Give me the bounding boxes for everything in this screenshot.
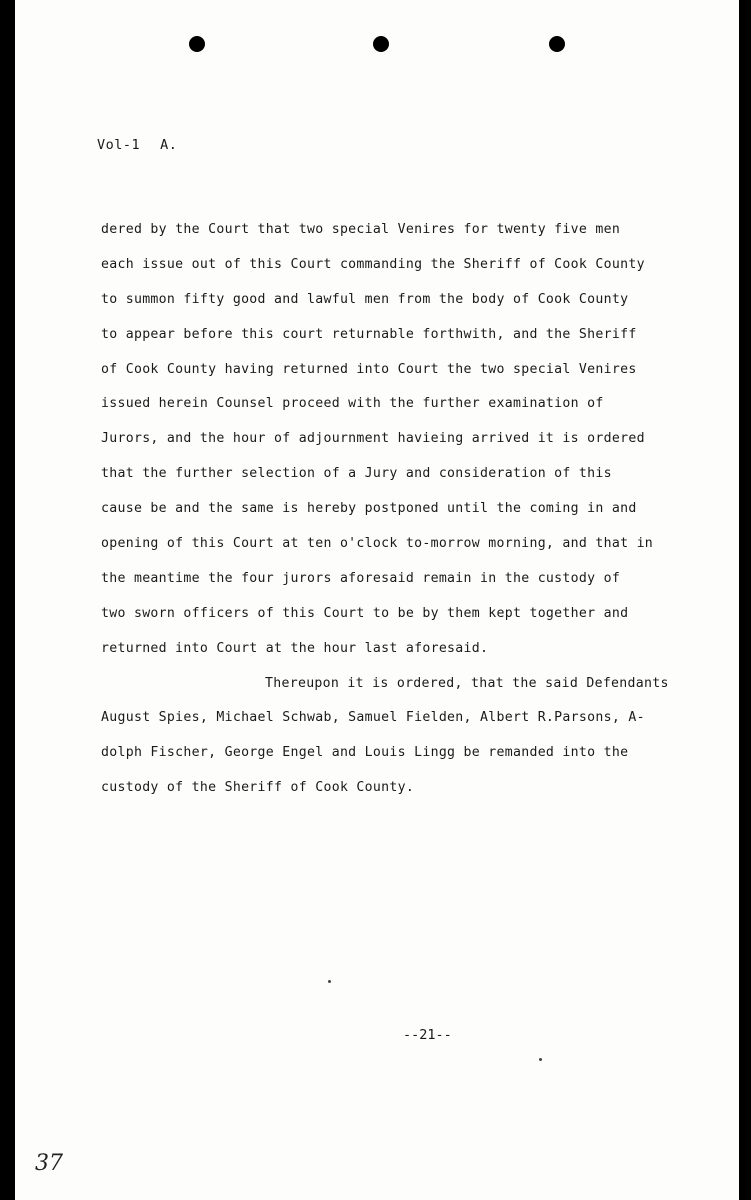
text-line: issued herein Counsel proceed with the further examination of (101, 396, 604, 412)
paper-sheet (12, 0, 742, 1200)
text-line: August Spies, Michael Schwab, Samuel Fielden, Albert R.Parsons, A- (101, 710, 645, 726)
text-line: each issue out of this Court commanding the Sheriff of Cook County (101, 256, 645, 272)
text-line: cause be and the same is hereby postponed until the coming in and (101, 501, 637, 517)
text-line: custody of the Sheriff of Cook County. (101, 780, 415, 796)
punch-hole-icon (549, 36, 565, 52)
volume-label: Vol-1 (97, 137, 141, 153)
page-number: --21-- (403, 1027, 452, 1043)
text-line: to summon fifty good and lawful men from the body of Cook County (101, 291, 629, 307)
section-label: A. (160, 137, 178, 153)
text-line: two sworn officers of this Court to be by them kept together and (101, 605, 629, 621)
document-body (101, 220, 721, 813)
text-line: to appear before this court returnable forthwith, and the Sheriff (101, 326, 637, 342)
text-line: dered by the Court that two special Venires for twenty five men (101, 222, 621, 237)
text-line: of Cook County having returned into Court the two special Venires (101, 361, 637, 377)
punch-hole-icon (189, 36, 205, 52)
text-line: returned into Court at the hour last aforesaid. (101, 640, 489, 656)
scan-speck (539, 1058, 542, 1061)
punch-hole-icon (373, 36, 389, 52)
text-line: opening of this Court at ten o'clock to-morrow morning, and that in (101, 536, 654, 552)
volume-header (97, 137, 177, 153)
scan-speck (328, 980, 331, 983)
text-line: that the further selection of a Jury and consideration of this (101, 466, 612, 482)
text-line: Jurors, and the hour of adjournment havieing arrived it is ordered (101, 431, 645, 447)
text-line: dolph Fischer, George Engel and Louis Lingg be remanded into the (101, 745, 629, 761)
text-line: the meantime the four jurors aforesaid remain in the custody of (101, 570, 621, 586)
handwritten-page-number: 37 (35, 1151, 63, 1176)
text-line: Thereupon it is ordered, that the said Defendants (265, 675, 669, 691)
